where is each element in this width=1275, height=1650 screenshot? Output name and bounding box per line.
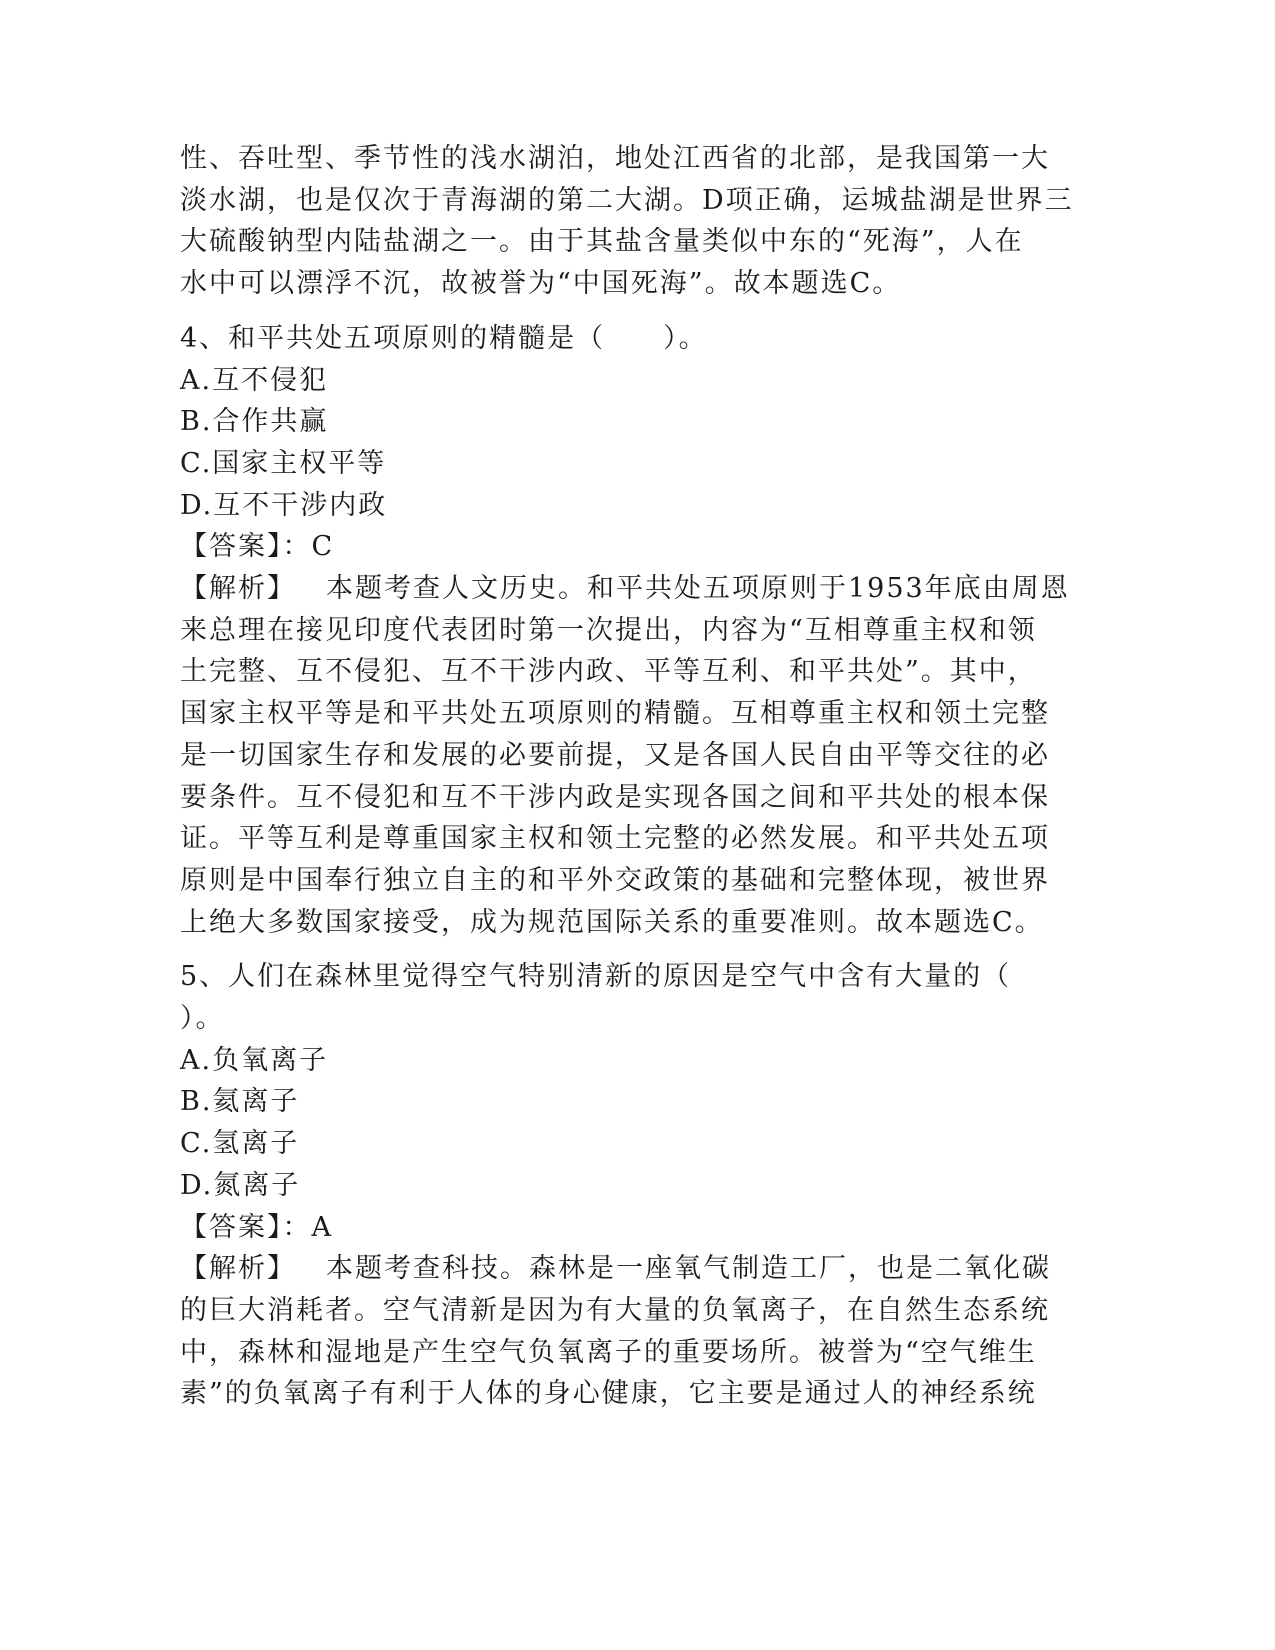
option-c: C.氢离子 bbox=[180, 1128, 300, 1160]
analysis-line: 土完整、互不侵犯、互不干涉内政、平等互利、和平共处”。其中， bbox=[180, 656, 1037, 688]
question-stem: 5、人们在森林里觉得空气特别清新的原因是空气中含有大量的（ bbox=[180, 961, 1012, 993]
analysis-line: 上绝大多数国家接受，成为规范国际关系的重要准则。故本题选C。 bbox=[180, 906, 1044, 938]
explanation-line: 水中可以漂浮不沉，故被誉为“中国死海”。故本题选C。 bbox=[180, 268, 902, 300]
answer-line bbox=[180, 1207, 1040, 1249]
analysis-label: 【解析】 bbox=[180, 1253, 296, 1285]
analysis-line bbox=[180, 568, 1070, 610]
analysis-line: 是一切国家生存和发展的必要前提，又是各国人民自由平等交往的必 bbox=[180, 739, 1050, 771]
analysis-line: 中，森林和湿地是产生空气负氧离子的重要场所。被誉为“空气维生 bbox=[180, 1336, 1037, 1368]
question-stem: 4、和平共处五项原则的精髓是（ ）。 bbox=[180, 322, 708, 354]
analysis-line: 国家主权平等是和平共处五项原则的精髓。互相尊重主权和领土完整 bbox=[180, 698, 1050, 730]
explanation-line: 大硫酸钠型内陆盐湖之一。由于其盐含量类似中东的“死海”，人在 bbox=[180, 226, 1024, 258]
option-c: C.国家主权平等 bbox=[180, 447, 387, 479]
analysis-label: 【解析】 bbox=[180, 573, 296, 605]
option-d: D.氮离子 bbox=[180, 1169, 301, 1201]
analysis-line: 要条件。互不侵犯和互不干涉内政是实现各国之间和平共处的根本保 bbox=[180, 781, 1050, 813]
explanation-line: 性、吞吐型、季节性的浅水湖泊，地处江西省的北部，是我国第一大 bbox=[180, 143, 1050, 174]
option-a: A.负氧离子 bbox=[180, 1044, 329, 1076]
question-5 bbox=[180, 956, 1051, 1415]
option-b: B.氦离子 bbox=[180, 1086, 300, 1118]
analysis-text: 本题考查人文历史。和平共处五项原则于1953年底由周恩 bbox=[326, 573, 1070, 605]
answer-value: C bbox=[311, 531, 335, 563]
analysis-line: 来总理在接见印度代表团时第一次提出，内容为“互相尊重主权和领 bbox=[180, 614, 1037, 646]
analysis-line: 原则是中国奉行独立自主的和平外交政策的基础和完整体现，被世界 bbox=[180, 864, 1050, 896]
option-a: A.互不侵犯 bbox=[180, 364, 329, 396]
analysis-line: 证。平等互利是尊重国家主权和领土完整的必然发展。和平共处五项 bbox=[180, 823, 1050, 855]
option-b: B.合作共赢 bbox=[180, 406, 329, 438]
explanation-line: 淡水湖，也是仅次于青海湖的第二大湖。D项正确，运城盐湖是世界三 bbox=[180, 184, 1074, 216]
analysis-line: 素”的负氧离子有利于人体的身心健康，它主要是通过人的神经系统 bbox=[180, 1378, 1037, 1410]
analysis-text: 本题考查科技。森林是一座氧气制造工厂，也是二氧化碳 bbox=[326, 1253, 1051, 1285]
question-4 bbox=[180, 318, 1070, 944]
answer-label: 【答案】： bbox=[180, 1211, 312, 1243]
question-stem: ）。 bbox=[180, 1003, 225, 1035]
answer-label: 【答案】： bbox=[180, 531, 312, 563]
previous-explanation bbox=[180, 138, 1074, 305]
option-d: D.互不干涉内政 bbox=[180, 489, 388, 521]
answer-line bbox=[180, 526, 1040, 568]
document-page bbox=[180, 138, 1074, 1415]
answer-value: A bbox=[311, 1211, 333, 1243]
analysis-line bbox=[180, 1248, 1051, 1290]
analysis-line: 的巨大消耗者。空气清新是因为有大量的负氧离子，在自然生态系统 bbox=[180, 1294, 1050, 1326]
